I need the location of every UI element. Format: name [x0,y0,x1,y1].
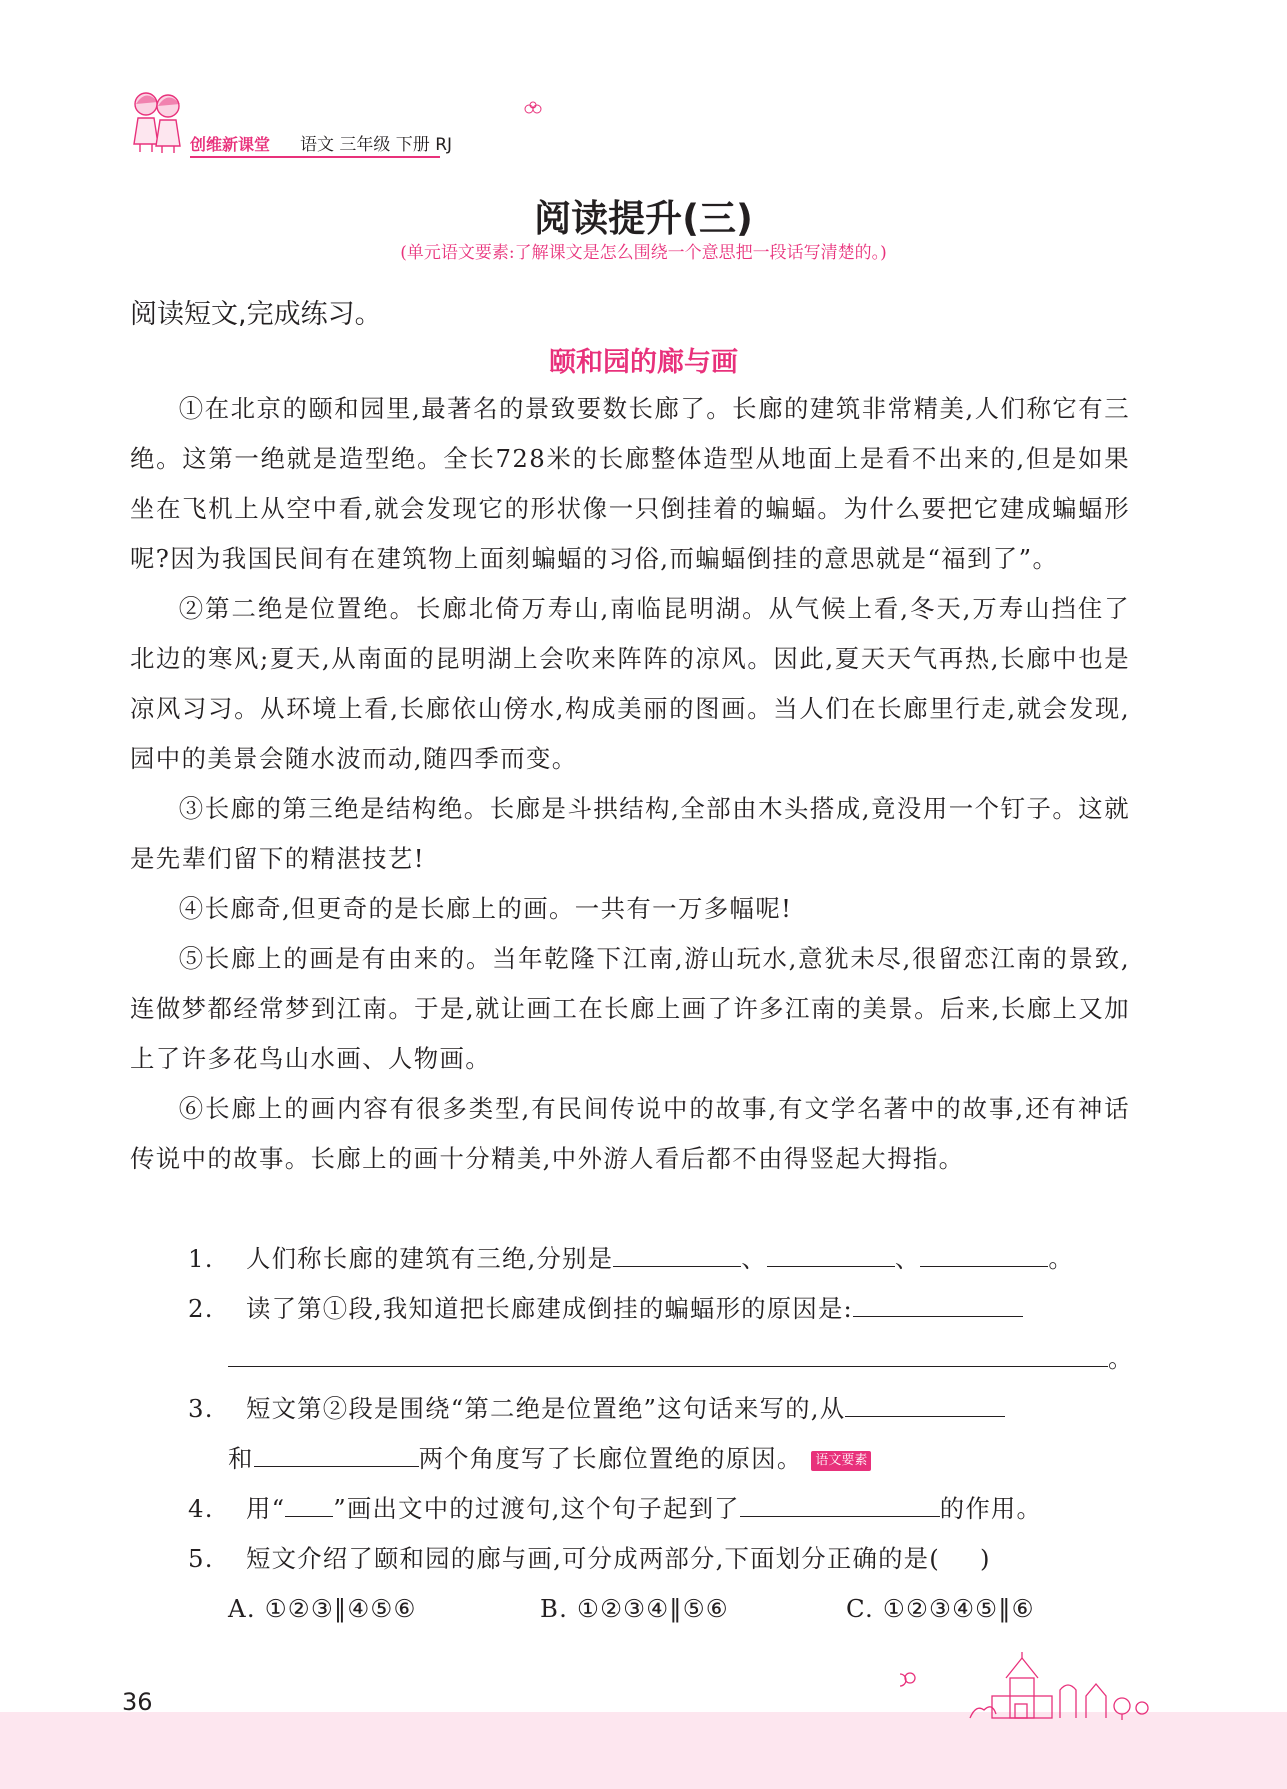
series-name: 创维新课堂 [190,135,271,154]
question-text: 读了第①段,我知道把长廊建成倒挂的蝙蝠形的原因是: [246,1294,853,1323]
question-2 [130,1284,1130,1334]
language-element-tag: 语文要素 [811,1451,871,1471]
question-2-line-2 [130,1334,1134,1384]
paragraph-5: ⑤长廊上的画是有由来的。当年乾隆下江南,游山玩水,意犹未尽,很留恋江南的景致,连做梦都经常梦到江南。于是,就让画工在长廊上画了许多江南的美景。后来,长廊上又加上了许多花鸟山水画、人物画。 [130,944,1130,1073]
question-text: 用“ [246,1494,286,1523]
paragraph-3: ③长廊的第三绝是结构绝。长廊是斗拱结构,全部由木头搭成,竟没用一个钉子。这就是先辈们留下的精湛技艺! [130,794,1130,873]
answer-blank[interactable] [853,1290,1023,1317]
flower-decoration-icon [522,100,544,118]
page-header [128,88,528,158]
castle-decoration-icon [900,1650,1160,1722]
answer-blank[interactable] [254,1440,419,1467]
question-number: 2. [188,1294,214,1323]
answer-blank[interactable] [740,1490,940,1517]
period: 。 [1048,1244,1075,1273]
answer-blank[interactable] [845,1390,1005,1417]
answer-blank[interactable] [228,1340,1108,1367]
bracket-close: ) [979,1544,991,1573]
question-text: 短文介绍了颐和园的廊与画,可分成两部分,下面划分正确的是( [246,1544,940,1573]
footer-band [0,1712,1287,1789]
paragraph-2: ②第二绝是位置绝。长廊北倚万寿山,南临昆明湖。从气候上看,冬天,万寿山挡住了北边的寒风;夏天,从南面的昆明湖上会吹来阵阵的凉风。因此,夏天天气再热,长廊中也是凉风习习。从环境上看,长廊依山傍水,构成美丽的图画。当人们在长廊里行走,就会发现,园中的美景会随水波而动,随四季而变。 [130,594,1130,773]
question-4 [130,1484,1130,1534]
question-text: 短文第②段是围绕“第二绝是位置绝”这句话来写的,从 [246,1394,846,1423]
question-number: 1. [188,1244,214,1273]
instruction: 阅读短文,完成练习。 [130,299,382,330]
answer-blank[interactable] [920,1240,1048,1267]
option-c[interactable]: C. ①②③④⑤‖⑥ [846,1594,1035,1623]
question-3 [130,1384,1130,1434]
answer-blank[interactable] [767,1240,895,1267]
option-b[interactable]: B. ①②③④‖⑤⑥ [540,1594,729,1623]
page-number: 36 [122,1688,153,1716]
question-text: 人们称长廊的建筑有三绝,分别是 [246,1244,614,1273]
question-1 [130,1234,1130,1284]
header-divider [190,156,440,158]
separator: 、 [894,1244,921,1273]
cartoon-girls-icon [128,88,186,154]
passage [130,384,1130,1184]
question-5 [130,1534,1130,1584]
unit-requirement: (单元语文要素:了解课文是怎么围绕一个意思把一段话写清楚的。) [400,243,887,263]
paragraph-4: ④长廊奇,但更奇的是长廊上的画。一共有一万多幅呢! [178,894,793,923]
question-number: 5. [188,1544,214,1573]
paragraph-1: ①在北京的颐和园里,最著名的景致要数长廊了。长廊的建筑非常精美,人们称它有三绝。这第一绝就是造型绝。全长728米的长廊整体造型从地面上是看不出来的,但是如果坐在飞机上从空中看,就会发现它的形状像一只倒挂着的蝙蝠。为什么要把它建成蝙蝠形呢?因为我国民间有在建筑物上面刻蝙蝠的习俗,而蝙蝠倒挂的意思就是“福到了”。 [130,394,1130,573]
question-5-options [130,1584,1130,1634]
article-title: 颐和园的廊与画 [549,347,738,378]
question-text: 的作用。 [939,1494,1043,1523]
answer-blank[interactable] [613,1240,741,1267]
book-subject: 语文 三年级 下册 RJ [300,135,453,155]
question-3-line-2 [130,1434,1130,1484]
question-number: 4. [188,1494,214,1523]
question-text: ”画出文中的过渡句,这个句子起到了 [333,1494,740,1523]
question-list [130,1234,1134,1634]
page-title: 阅读提升(三) [534,197,753,240]
question-text: 和 [228,1444,254,1473]
underline-sample [285,1490,333,1517]
question-text: 两个角度写了长廊位置绝的原因。 [418,1444,803,1473]
question-number: 3. [188,1394,214,1423]
paragraph-6: ⑥长廊上的画内容有很多类型,有民间传说中的故事,有文学名著中的故事,还有神话传说中的故事。长廊上的画十分精美,中外游人看后都不由得竖起大拇指。 [130,1094,1130,1173]
period: 。 [1108,1344,1134,1373]
separator: 、 [741,1244,767,1273]
option-a[interactable]: A. ①②③‖④⑤⑥ [228,1594,417,1623]
